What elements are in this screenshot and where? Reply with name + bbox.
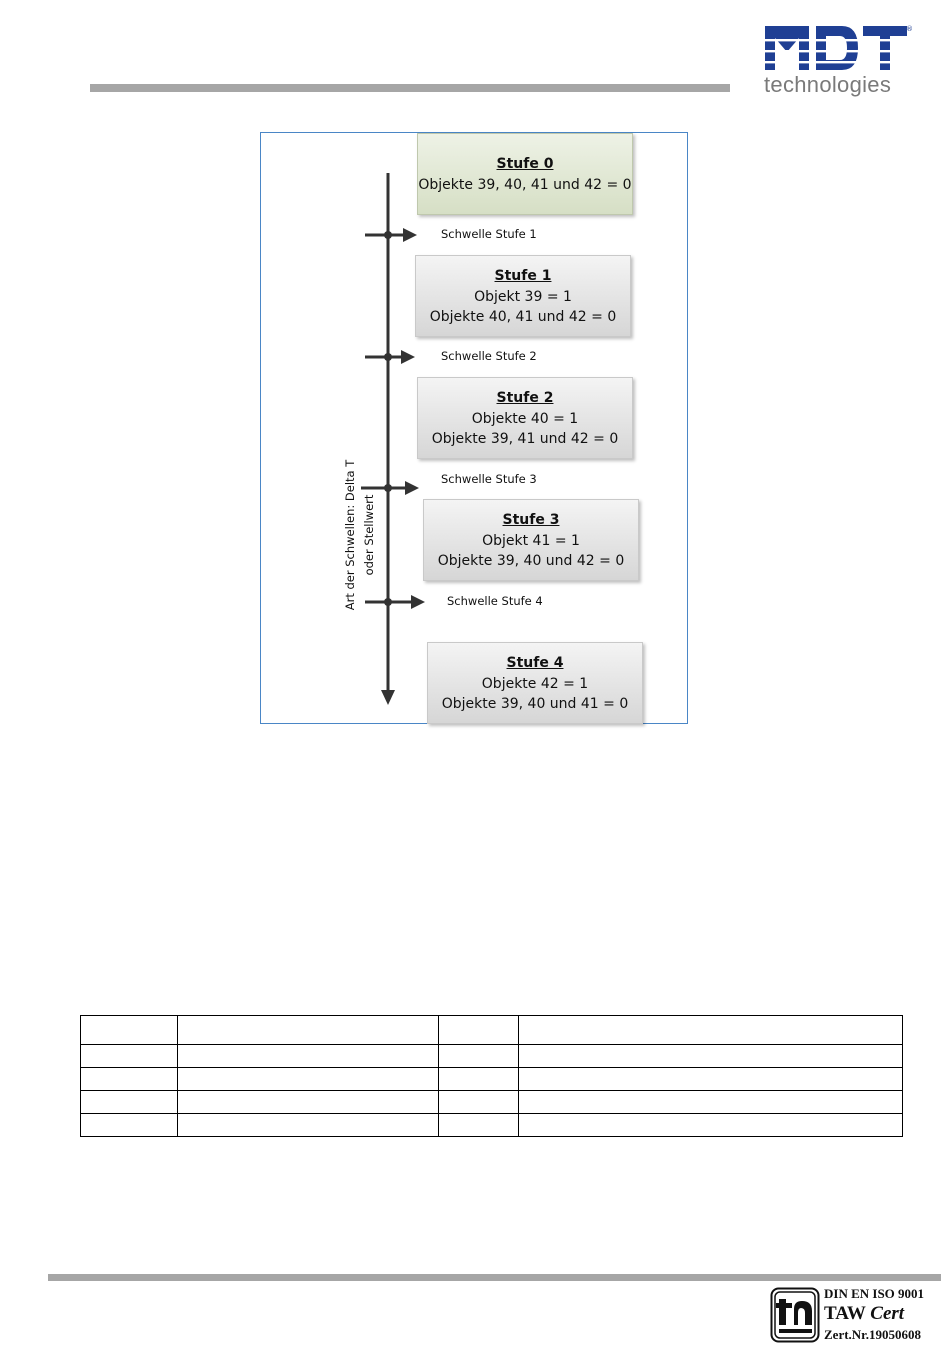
stage-3-title: Stufe 3 — [502, 512, 560, 528]
table-cell — [439, 1114, 519, 1137]
stage-2-box — [417, 377, 633, 459]
table-cell — [178, 1045, 439, 1068]
stage-3-line-1: Objekt 41 = 1 — [482, 532, 580, 549]
table-cell — [519, 1091, 903, 1114]
stage-2-line-1: Objekte 40 = 1 — [471, 410, 579, 427]
table-cell — [519, 1045, 903, 1068]
cert-number: Zert.Nr.19050608 — [824, 1327, 922, 1342]
stage-3-line-2: Objekte 39, 40 und 42 = 0 — [437, 553, 625, 569]
cert-standard: DIN EN ISO 9001 — [824, 1286, 925, 1301]
table-cell — [519, 1016, 903, 1045]
stage-1-line-1: Objekt 39 = 1 — [474, 288, 572, 305]
footer-rule — [48, 1274, 941, 1281]
axis-label-line2: oder Stellwert — [362, 494, 376, 576]
table-row — [81, 1091, 903, 1114]
threshold-4-label: Schwelle Stufe 4 — [447, 594, 543, 608]
table-cell — [81, 1016, 178, 1045]
table-cell — [439, 1091, 519, 1114]
stages-diagram — [260, 132, 688, 724]
threshold-2-label: Schwelle Stufe 2 — [441, 349, 537, 363]
stage-0-title: Stufe 0 — [496, 156, 554, 172]
stage-1-line-2: Objekte 40, 41 und 42 = 0 — [429, 309, 617, 325]
table-cell — [178, 1068, 439, 1091]
stage-0-line-1: Objekte 39, 40, 41 und 42 = 0 — [418, 176, 632, 193]
table-cell — [178, 1016, 439, 1045]
stage-4-title: Stufe 4 — [506, 655, 564, 671]
table-cell — [81, 1068, 178, 1091]
stage-2-title: Stufe 2 — [496, 390, 554, 406]
stage-1-title: Stufe 1 — [494, 268, 552, 284]
table-cell — [81, 1114, 178, 1137]
table-cell — [81, 1045, 178, 1068]
axis-label-line1: Art der Schwellen: Delta T — [343, 459, 357, 611]
table-cell — [81, 1091, 178, 1114]
threshold-arrow-2 — [365, 350, 415, 364]
table-cell — [439, 1068, 519, 1091]
table-cell — [439, 1045, 519, 1068]
stage-1-box — [415, 255, 631, 337]
axis-arrowhead-icon — [381, 690, 395, 705]
threshold-1-label: Schwelle Stufe 1 — [441, 227, 537, 241]
threshold-3-label: Schwelle Stufe 3 — [441, 472, 537, 486]
taw-cert-logo-icon — [770, 1287, 820, 1343]
table-row — [81, 1114, 903, 1137]
table-cell — [178, 1091, 439, 1114]
stage-4-line-2: Objekte 39, 40 und 41 = 0 — [441, 696, 629, 712]
cert-issuer — [824, 1302, 924, 1326]
cert-issuer-name: TAW — [824, 1303, 871, 1324]
table-cell — [178, 1114, 439, 1137]
header-rule — [90, 84, 730, 92]
table-row — [81, 1016, 903, 1045]
certification-text — [824, 1285, 924, 1343]
table-cell — [519, 1114, 903, 1137]
stage-4-box — [427, 642, 643, 724]
registered-mark: ® — [906, 25, 913, 33]
object-table — [80, 1015, 903, 1137]
stage-0-box — [417, 133, 633, 215]
cert-issuer-cert: Cert — [870, 1303, 905, 1324]
logo-subtitle: technologies — [764, 72, 892, 97]
table-cell — [439, 1016, 519, 1045]
table-cell — [519, 1068, 903, 1091]
stage-2-line-2: Objekte 39, 41 und 42 = 0 — [431, 431, 619, 447]
axis-label — [341, 430, 381, 640]
table-row — [81, 1068, 903, 1091]
threshold-arrow-1 — [365, 228, 417, 242]
stage-3-box — [423, 499, 639, 581]
stage-4-line-1: Objekte 42 = 1 — [481, 675, 589, 692]
table-row — [81, 1045, 903, 1068]
